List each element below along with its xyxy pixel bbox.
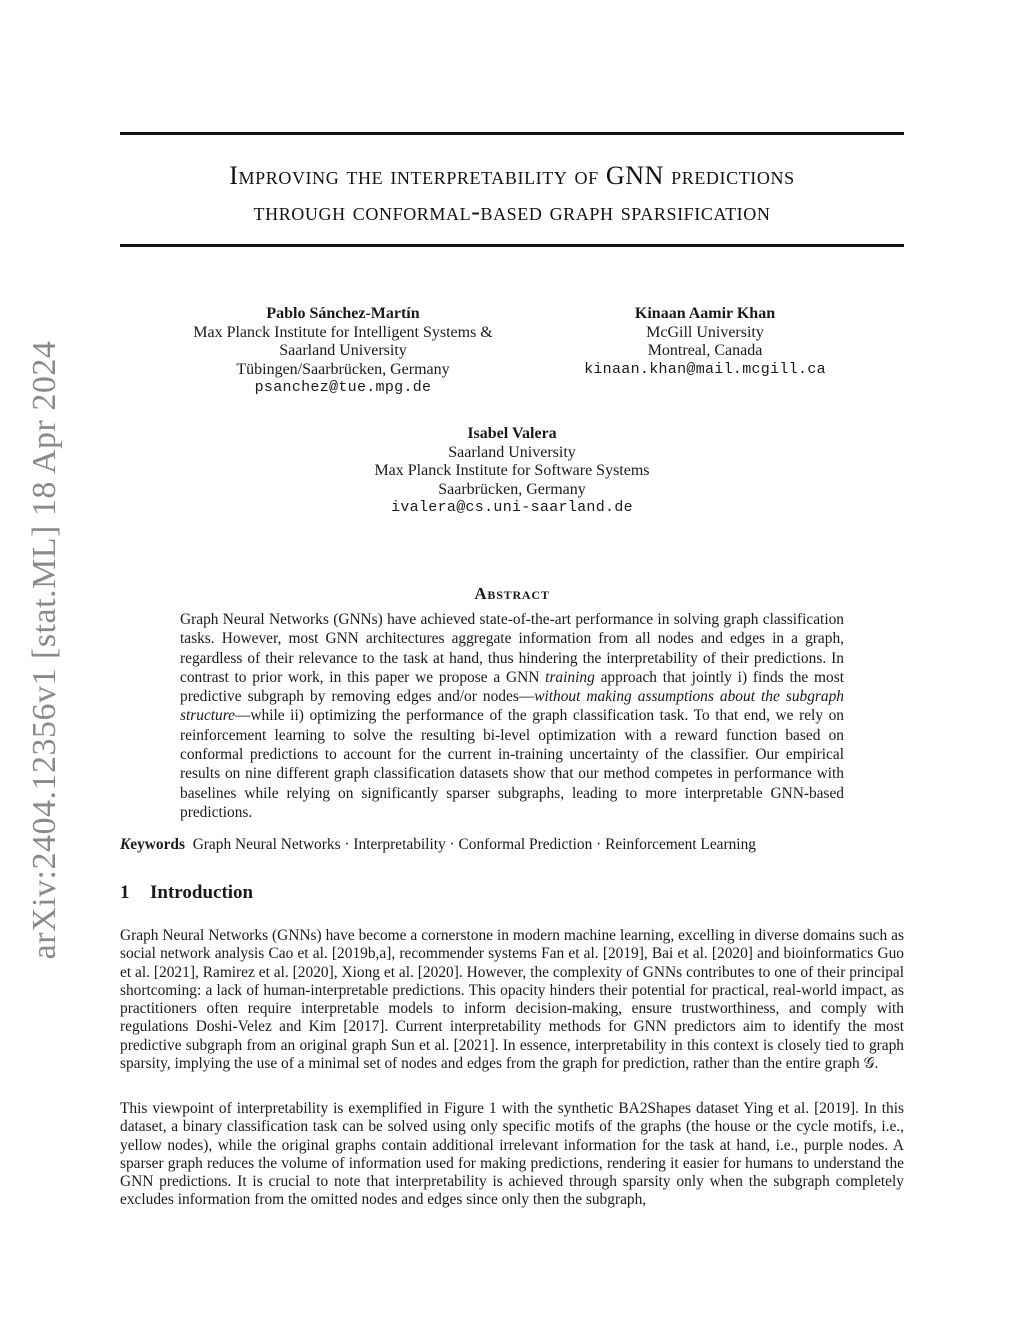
author-location: Montreal, Canada [647, 342, 763, 359]
author-block [560, 305, 850, 379]
abstract-emphasis: without making assumptions about the subgraph structure [180, 688, 844, 725]
title-bottom-rule [120, 244, 904, 247]
keywords-list: Graph Neural Networks · Interpretability · Conformal Prediction · Reinforcement Learning [192, 836, 756, 853]
abstract-heading: Abstract [474, 584, 550, 603]
author-location: Tübingen/Saarbrücken, Germany [236, 360, 450, 378]
arxiv-identifier: arXiv:2404.12356v1 [stat.ML] 18 Apr 2024 [26, 340, 63, 960]
author-email: kinaan.khan@mail.mcgill.ca [584, 360, 826, 378]
section-number: 1 [120, 882, 130, 903]
author-affiliation: Max Planck Institute for Software Systems [374, 462, 650, 479]
abstract-emphasis: training [545, 668, 595, 686]
keywords-line [120, 835, 904, 854]
author-email: psanchez@tue.mpg.de [254, 379, 432, 396]
author-email: ivalera@cs.uni-saarland.de [391, 499, 633, 516]
abstract-text: Graph Neural Networks (GNNs) have achieved state-of-the-art performance in solving graph classification tasks. However, most GNN architectures aggregate information from all nodes and edges in a graph, regardless of their relevance to the task at hand, thus hindering the interpretability of their predictions. In contrast to prior work, in this paper we propose a GNN [180, 611, 844, 686]
keywords-label [120, 836, 185, 853]
author-affiliation: Max Planck Institute for Intelligent Systems & [193, 323, 493, 341]
author-name: Kinaan Aamir Khan [634, 305, 776, 322]
author-name: Isabel Valera [467, 425, 557, 442]
title-top-rule [120, 132, 904, 135]
abstract-text: —while ii) optimizing the performance of the graph classification task. To that end, we rely on reinforcement learning to solve the resulting bi-level optimization with a reward function based on conformal predictions to account for the current in-training uncertainty of the classifier. Our empirical results on nine different graph classification datasets show that our method competes in performance with baselines while relying on significantly sparser subgraphs, leading to more interpretable GNN-based predictions. [180, 707, 844, 821]
keywords-label-rest: eywords [130, 836, 185, 853]
author-block [312, 425, 712, 518]
author-block [170, 305, 516, 398]
author-location: Saarbrücken, Germany [438, 480, 586, 498]
section-title: Introduction [150, 882, 254, 903]
author-name: Pablo Sánchez-Martín [266, 305, 420, 322]
author-affiliation: Saarland University [279, 342, 407, 359]
body-paragraph: Graph Neural Networks (GNNs) have become a cornerstone in modern machine learning, excelling in diverse domains such as social network analysis Cao et al. [2019b,a], recommender systems Fan et al. [2019], Bai et al. [2020] and bioinformatics Guo et al. [2021], Ramirez et al. [2020], Xiong et al. [2020]. However, the complexity of GNNs contributes to one of their principal shortcoming: a lack of human-interpretable predictions. This opacity hinders their potential for practical, real-world impact, as practitioners often require interpretable models to inform decision-making, ensure trustworthiness, and comply with regulations Doshi-Velez and Kim [2017]. Current interpretability methods for GNN predictors aim to identify the most predictive subgraph from an original graph Sun et al. [2021]. In essence, interpretability in this context is closely tied to graph sparsity, implying the use of a minimal set of nodes and edges from the graph for prediction, rather than the entire graph 𝒢. [120, 927, 904, 1073]
keywords-label-initial: K [120, 836, 131, 853]
abstract-text: approach that jointly i) finds the most predictive subgraph by removing edges and/or nodes— [180, 668, 844, 706]
section-heading [120, 882, 253, 904]
title-line-1: Improving the interpretability of GNN predictions [229, 161, 795, 190]
body-paragraph: This viewpoint of interpretability is exemplified in Figure 1 with the synthetic BA2Shapes dataset Ying et al. [2019]. In this dataset, a binary classification task can be solved using only specific motifs of the graphs (the house or the cycle motifs, i.e., yellow nodes), while the original graphs contain additional irrelevant information for the task at hand, i.e., purple nodes. A sparser graph reduces the volume of information used for making predictions, rendering it easier for humans to understand the GNN predictions. It is crucial to note that interpretability is achieved through sparsity only when the subgraph completely excludes information from the omitted nodes and edges since only then the subgraph, [120, 1100, 904, 1209]
author-affiliation: Saarland University [448, 443, 576, 461]
abstract-body [180, 610, 844, 822]
title-line-2: through conformal-based graph sparsification [253, 197, 771, 226]
paper-title [120, 158, 904, 230]
author-affiliation: McGill University [646, 323, 764, 341]
